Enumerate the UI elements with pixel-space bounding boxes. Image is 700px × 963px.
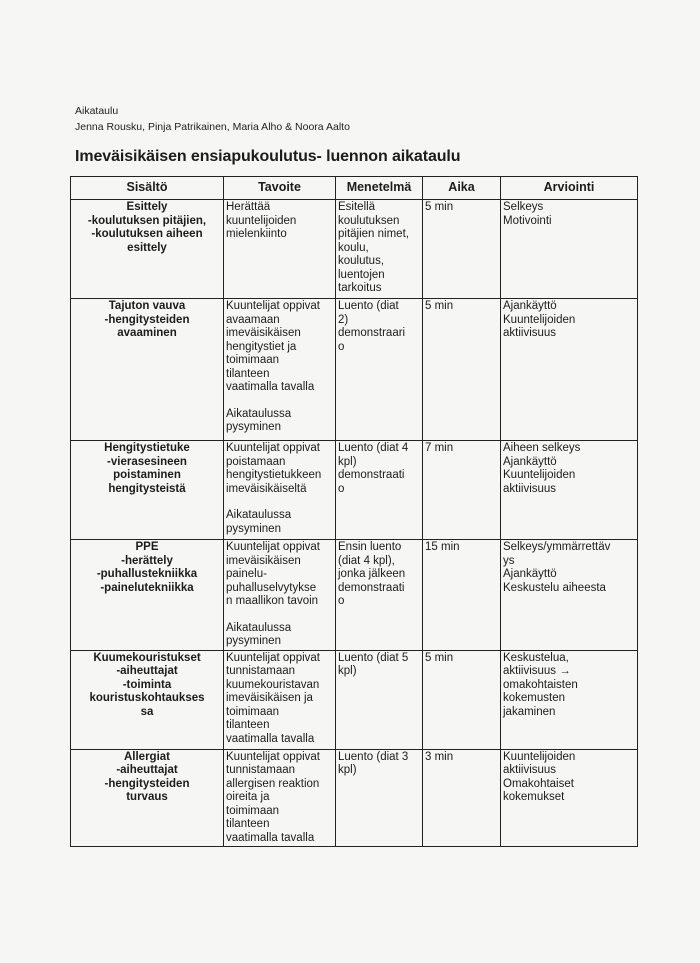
cell-line: 15 min <box>425 541 460 553</box>
cell-line: Kuuntelijat oppivat <box>226 300 320 312</box>
table-row <box>71 441 638 540</box>
cell-line: toimimaan <box>226 354 280 366</box>
cell-topic <box>71 299 224 441</box>
cell-line: 5 min <box>425 651 454 664</box>
cell-time <box>423 540 501 651</box>
cell-line: toimimaan <box>226 705 280 718</box>
cell-line: ys <box>503 554 515 567</box>
cell-line: pysyminen <box>226 635 281 647</box>
cell-line: koulutus, <box>338 255 385 267</box>
column-header-time: Aika <box>423 177 501 200</box>
cell-line: Hengitystietuke <box>104 442 190 454</box>
cell-line: kuuntelijoiden <box>226 214 297 227</box>
cell-line: Ensin luento <box>338 541 402 553</box>
cell-line: hengitystietukkeen <box>226 469 322 481</box>
cell-line: tilanteen <box>226 818 270 830</box>
cell-line: tunnistamaan <box>226 764 296 776</box>
cell-line: Aikataulussa <box>226 509 292 521</box>
header-label: Aikataulu <box>75 105 119 117</box>
cell-time <box>423 650 501 749</box>
cell-evaluation <box>501 650 638 749</box>
cell-line: Keskustelu aiheesta <box>503 581 606 594</box>
cell-time <box>423 200 501 299</box>
cell-topic <box>71 650 224 749</box>
table-row <box>71 749 638 847</box>
cell-line: demonstraati <box>338 581 405 594</box>
cell-line: Ajankäyttö <box>503 300 557 312</box>
cell-evaluation <box>501 540 638 651</box>
cell-line: Kuuntelijoiden <box>503 750 576 763</box>
cell-line: pitäjien nimet, <box>338 228 409 240</box>
cell-method <box>336 299 423 441</box>
cell-line: Ajankäyttö <box>503 455 557 468</box>
cell-line: Ajankäyttö <box>503 568 557 580</box>
document-title: Imeväisikäisen ensiapukoulutus- luennon aikataulu <box>75 148 461 165</box>
cell-line: kpl) <box>338 455 357 468</box>
cell-line: poistamaan <box>226 455 286 468</box>
cell-line: Motivointi <box>503 214 552 227</box>
cell-time <box>423 299 501 441</box>
cell-line: -hengitysteiden <box>104 777 190 790</box>
cell-line: demonstraari <box>338 327 406 339</box>
cell-line: jonka jälkeen <box>338 568 406 580</box>
cell-topic <box>71 441 224 540</box>
cell-goal <box>224 650 336 749</box>
cell-line: Esittely <box>126 201 168 213</box>
table-row <box>71 650 638 749</box>
cell-line: Selkeys/ymmärrettäv <box>503 541 611 553</box>
line-gap <box>226 496 333 509</box>
cell-line: Luento (diat 3 <box>338 750 409 763</box>
cell-line: aktiivisuus <box>503 764 557 776</box>
cell-line: Selkeys <box>503 201 544 213</box>
cell-method <box>336 540 423 651</box>
cell-topic <box>71 200 224 299</box>
column-header-evaluation: Arviointi <box>501 177 638 200</box>
line-gap <box>226 395 333 408</box>
cell-goal <box>224 441 336 540</box>
cell-line: Aikataulussa <box>226 621 292 634</box>
cell-line: vaatimalla tavalla <box>226 381 315 393</box>
cell-line: toimimaan <box>226 804 280 817</box>
cell-line: aktiivisuus <box>503 482 557 495</box>
cell-line: 2) <box>338 313 349 326</box>
cell-line: mielenkiinto <box>226 228 287 240</box>
cell-line: turvaus <box>126 791 168 803</box>
cell-line: imeväisikäiseltä <box>226 482 307 495</box>
cell-evaluation <box>501 749 638 847</box>
cell-line: oireita ja <box>226 791 270 803</box>
cell-line: kokemukset <box>503 791 565 803</box>
cell-line: Esitellä <box>338 201 376 213</box>
cell-line: Kuuntelijat oppivat <box>226 750 320 763</box>
cell-line: -koulutuksen aiheen <box>91 228 203 240</box>
cell-line: imeväisikäisen <box>226 554 301 567</box>
cell-line: Kuuntelijoiden <box>503 313 576 326</box>
cell-line: 7 min <box>425 442 454 454</box>
schedule-body <box>71 200 638 847</box>
cell-line: imeväisikäisen ja <box>226 692 313 704</box>
cell-evaluation <box>501 299 638 441</box>
cell-line: kpl) <box>338 665 357 677</box>
cell-line: n maallikon tavoin <box>226 595 319 607</box>
cell-line: hengitysteistä <box>108 482 186 495</box>
line-gap <box>226 609 333 622</box>
cell-line: avaaminen <box>117 327 177 339</box>
cell-line: kuumekouristavan <box>226 678 320 691</box>
cell-line: allergisen reaktion <box>226 777 320 790</box>
table-header-row <box>71 177 638 200</box>
column-header-content: Sisältö <box>71 177 224 200</box>
cell-line: Herättää <box>226 201 271 213</box>
cell-line: esittely <box>127 241 167 254</box>
table-row <box>71 200 638 299</box>
cell-line: koulu, <box>338 241 369 254</box>
cell-line: tunnistamaan <box>226 665 296 677</box>
cell-line: -hengitysteiden <box>104 313 190 326</box>
cell-line: jakaminen <box>503 705 556 718</box>
cell-method <box>336 441 423 540</box>
cell-topic <box>71 749 224 847</box>
cell-line: -puhallustekniikka <box>96 568 198 580</box>
cell-line: -vierasesineen <box>107 455 187 468</box>
cell-evaluation <box>501 200 638 299</box>
cell-evaluation <box>501 441 638 540</box>
cell-line: -aiheuttajat <box>116 764 178 776</box>
cell-method <box>336 749 423 847</box>
cell-line: o <box>338 482 345 495</box>
cell-line: Kuuntelijoiden <box>503 469 576 481</box>
cell-line: tilanteen <box>226 719 270 731</box>
cell-goal <box>224 540 336 651</box>
cell-time <box>423 749 501 847</box>
cell-line: hengitystiet ja <box>226 340 297 353</box>
cell-line: Allergiat <box>123 750 170 763</box>
cell-line: aktiivisuus <box>503 327 557 339</box>
cell-line: Keskustelua, <box>503 651 569 664</box>
cell-line: kpl) <box>338 764 357 776</box>
cell-line: kouristuskohtaukses <box>89 692 205 704</box>
cell-line: puhalluselvytykse <box>226 581 317 594</box>
cell-line: o <box>338 595 345 607</box>
cell-line: 5 min <box>425 201 454 213</box>
cell-line: Luento (diat <box>338 300 399 312</box>
cell-line: omakohtaisten <box>503 678 578 691</box>
cell-line: imeväisikäisen <box>226 327 301 339</box>
cell-line: -aiheuttajat <box>116 665 178 677</box>
cell-line: Luento (diat 4 <box>338 442 409 454</box>
cell-line: tarkoitus <box>338 282 382 294</box>
cell-line: avaamaan <box>226 313 280 326</box>
cell-line: pysyminen <box>226 522 281 535</box>
cell-method <box>336 200 423 299</box>
cell-line: poistaminen <box>113 469 181 481</box>
cell-line: vaatimalla tavalla <box>226 831 315 844</box>
header-authors: Jenna Rousku, Pinja Patrikainen, Maria Alho & Noora Aalto <box>75 121 350 133</box>
cell-goal <box>224 749 336 847</box>
cell-line: Aikataulussa <box>226 407 292 420</box>
cell-line: Tajuton vauva <box>108 300 186 312</box>
cell-line: Kuumekouristukset <box>93 651 201 664</box>
table-row <box>71 299 638 441</box>
cell-line: koulutuksen <box>338 214 400 227</box>
cell-line: o <box>338 340 345 353</box>
cell-line: painelu- <box>226 568 267 580</box>
table-row <box>71 540 638 651</box>
cell-goal <box>224 299 336 441</box>
column-header-goal: Tavoite <box>224 177 336 200</box>
schedule-table <box>70 176 638 847</box>
cell-goal <box>224 200 336 299</box>
cell-line: PPE <box>135 541 159 553</box>
cell-line: kokemusten <box>503 692 566 704</box>
cell-line: pysyminen <box>226 421 281 433</box>
cell-line: (diat 4 kpl), <box>338 554 395 567</box>
cell-line: luentojen <box>338 268 385 281</box>
cell-line: 5 min <box>425 300 454 312</box>
cell-line: Kuuntelijat oppivat <box>226 442 320 454</box>
cell-time <box>423 441 501 540</box>
column-header-method: Menetelmä <box>336 177 423 200</box>
cell-line: aktiivisuus → <box>503 665 571 677</box>
cell-line: vaatimalla tavalla <box>226 732 315 745</box>
cell-line: tilanteen <box>226 367 270 380</box>
cell-method <box>336 650 423 749</box>
cell-line: -toiminta <box>122 678 172 691</box>
cell-line: Kuuntelijat oppivat <box>226 541 320 553</box>
cell-line: 3 min <box>425 750 454 763</box>
cell-line: Luento (diat 5 <box>338 651 409 664</box>
cell-topic <box>71 540 224 651</box>
cell-line: sa <box>140 705 154 718</box>
cell-line: -koulutuksen pitäjien, <box>87 214 207 227</box>
cell-line: -herättely <box>121 554 173 567</box>
cell-line: Aiheen selkeys <box>503 442 581 454</box>
cell-line: Kuuntelijat oppivat <box>226 651 320 664</box>
cell-line: -painelutekniikka <box>100 581 194 594</box>
cell-line: demonstraati <box>338 469 405 481</box>
cell-line: Omakohtaiset <box>503 777 574 790</box>
